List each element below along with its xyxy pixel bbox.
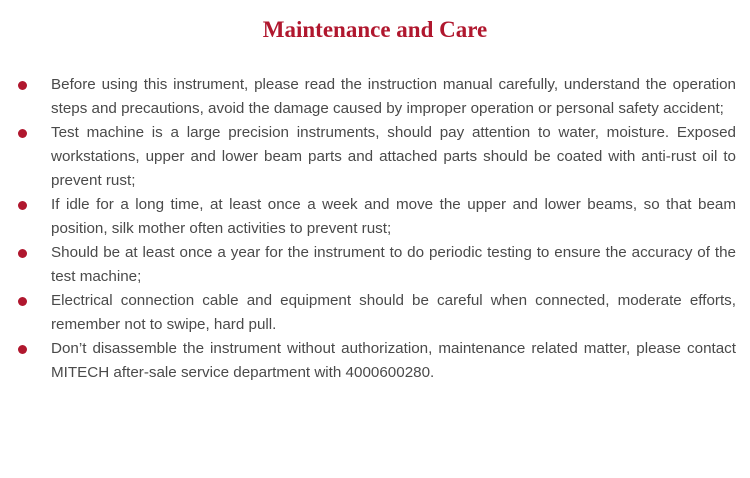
list-item	[0, 73, 750, 121]
list-item-text: Should be at least once a year for the instrument to do periodic testing to ensure the accuracy of the test machine;	[51, 244, 736, 285]
list-item	[0, 193, 750, 241]
maintenance-list	[0, 73, 750, 385]
bullet-dot-icon	[18, 81, 27, 90]
page-title: Maintenance and Care	[262, 17, 488, 42]
bullet-dot-icon	[18, 249, 27, 258]
list-item	[0, 121, 750, 193]
list-item-text: Test machine is a large precision instruments, should pay attention to water, moisture. Exposed workstations, upper and lower beam parts and attached parts should be coated with anti-rust oil to prevent rust;	[51, 124, 736, 189]
bullet-dot-icon	[18, 129, 27, 138]
list-item	[0, 289, 750, 337]
list-item	[0, 241, 750, 289]
list-item	[0, 337, 750, 385]
list-item-text: Before using this instrument, please read the instruction manual carefully, understand the operation steps and precautions, avoid the damage caused by improper operation or personal safety accident;	[51, 76, 736, 117]
bullet-dot-icon	[18, 201, 27, 210]
list-item-text: Don’t disassemble the instrument without authorization, maintenance related matter, please contact MITECH after-sale service department with 4000600280.	[51, 340, 736, 381]
bullet-dot-icon	[18, 345, 27, 354]
list-item-text: If idle for a long time, at least once a week and move the upper and lower beams, so that beam position, silk mother often activities to prevent rust;	[51, 196, 736, 237]
bullet-dot-icon	[18, 297, 27, 306]
list-item-text: Electrical connection cable and equipment should be careful when connected, moderate efforts, remember not to swipe, hard pull.	[51, 292, 736, 333]
